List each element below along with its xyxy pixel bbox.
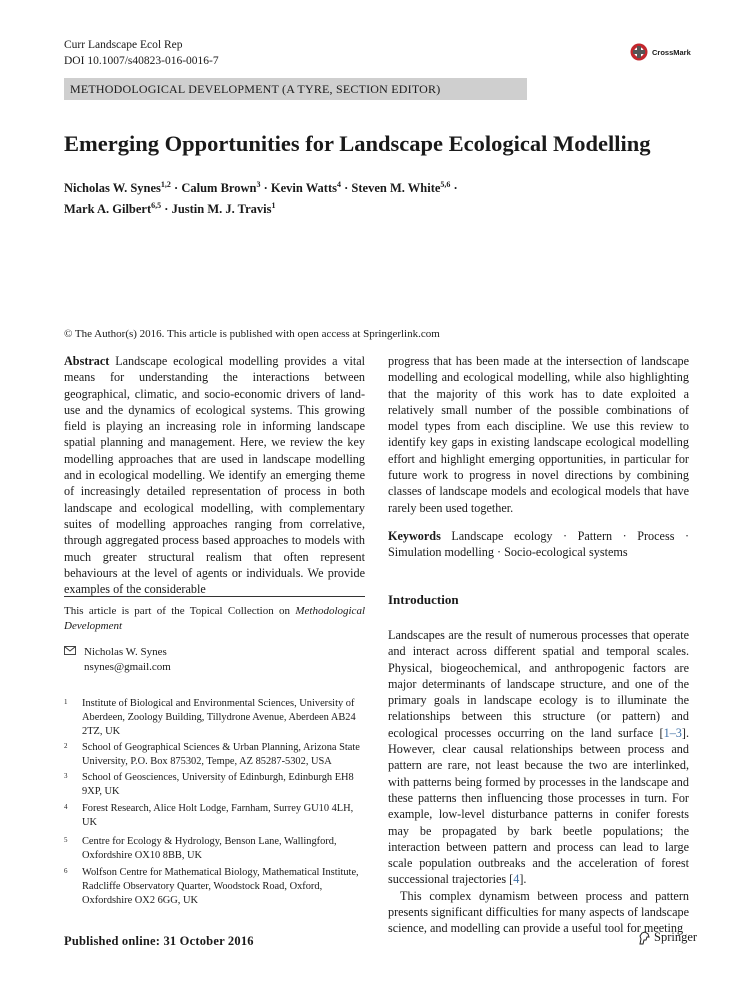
author[interactable]: Mark A. Gilbert$^{6,5}$ <box>64 201 162 217</box>
affiliation: 2 School of Geographical Sciences & Urban Planning, Arizona State University, P.O. Box 875302, Tempe, AZ 85287-5302, USA <box>64 742 360 767</box>
abstract-label: Abstract <box>64 354 110 368</box>
affiliation: 4 Forest Research, Alice Holt Lodge, Farnham, Surrey GU10 4LH, UK <box>64 803 354 828</box>
citation-link[interactable]: 4 <box>513 872 520 887</box>
paragraph: Landscapes are the result of numerous processes that operate and interact across different spatial and temporal scales. Physical, biogeochemical, and anthropogenic factors are major determinants of landscape structure, and one of the primary goals in landscape ecology is to illuminate the relationships between this structure (or pattern) and ecological processes occurring on the land surface [1–3]. However, clear causal relationships between process and pattern are rare, not least because the two are interlinked, with patterns being formed by processes in the landscape and these patterns then influencing those processes in turn. For example, low-level disturbance patterns in conifer forests may be propagated by bark beetle populations; the interaction between pattern and process can lead to large scale population outbreaks and the acceleration of forest successional trajectories [4]. <box>388 628 689 887</box>
article-title: Emerging Opportunities for Landscape Ecological Modelling <box>64 131 651 156</box>
journal-name: Curr Landscape Ecol Rep <box>64 39 183 51</box>
contact-name: Nicholas W. Synes <box>84 646 167 658</box>
keywords-label: Keywords <box>388 529 441 543</box>
springer-logo <box>638 930 697 945</box>
affiliation: 3 School of Geosciences, University of Edinburgh, Edinburgh EH8 9XP, UK <box>64 772 354 797</box>
author[interactable]: Nicholas W. Synes$^{1,2}$ <box>64 180 171 196</box>
contact-email[interactable]: nsynes@gmail.com <box>84 661 171 673</box>
journal-header <box>64 37 219 69</box>
paragraph: This complex dynamism between process and pattern presents significant difficulties for many aspects of landscape science, and modelling can provide a useful tool for meeting <box>388 888 689 936</box>
copyright-icon: © <box>64 328 75 340</box>
crossmark-badge[interactable] <box>630 41 730 63</box>
springer-horse-icon <box>638 931 651 945</box>
abstract-text-left: Landscape ecological modelling provides a vital means for understanding the interactions between geographical, climatic, and socio-economic drivers of land-use and the dynamics of ecological systems. This growing field is playing an increasing role in informing landscape spatial planning and management. Here, we review the key modelling approaches that are used in landscape modelling and in ecological modelling. We identify an emerging theme of increasingly detailed representation of process in both landscape and ecological modelling, with complementary suites of modelling approaches ranging from correlative, through aggregated process based approaches to models with much greater structural realism that often represent behaviours at the level of agents or individuals. We provide examples of the considerable <box>64 354 366 597</box>
abstract-left <box>64 353 365 597</box>
crossmark-label: CrossMark <box>652 47 691 57</box>
author[interactable]: Calum Brown$^3$ <box>181 180 261 196</box>
affiliation: 5 Centre for Ecology & Hydrology, Benson Lane, Wallingford, Oxfordshire OX10 8BB, UK <box>64 836 337 861</box>
author[interactable]: Kevin Watts$^4$ <box>270 180 341 196</box>
crossmark-icon <box>630 43 648 61</box>
introduction-body <box>388 627 689 937</box>
author-list: Nicholas W. Synes$^{1,2}$ · Calum Brown$^3$ · Kevin Watts$^4$ · Steven M. White$^{5,6}$ · Mark A. Gilbert$^{6,5}$ · Justin M. J. Travis$^1$ <box>64 180 458 217</box>
keywords-text: Landscape ecology · Pattern · Process · Simulation modelling · Socio-ecological systems <box>388 529 689 560</box>
topical-collection-note: This article is part of the Topical Collection on Methodological Development <box>64 605 365 632</box>
divider <box>64 596 365 597</box>
corresponding-author <box>64 645 365 675</box>
affiliation: 1 Institute of Biological and Environmental Sciences, University of Aberdeen, Zoology Building, Tillydrone Avenue, Aberdeen AB24 2TZ, UK <box>64 698 356 737</box>
publisher-name: Springer <box>654 930 698 944</box>
journal-doi[interactable]: DOI 10.1007/s40823-016-0016-7 <box>64 55 219 67</box>
topical-collection-topic: Methodological Development <box>64 605 365 632</box>
citation-link[interactable]: 1–3 <box>663 725 682 740</box>
envelope-icon <box>64 646 76 655</box>
published-date: Published online: 31 October 2016 <box>64 934 254 948</box>
copyright-notice: © The Author(s) 2016. This article is published with open access at Springerlink.com <box>64 328 440 340</box>
affiliation: 6 Wolfson Centre for Mathematical Biology, Mathematical Institute, Radcliffe Observatory Quarter, Woodstock Road, Oxford, Oxfordshire OX2 6GG, UK <box>64 867 359 906</box>
section-bar: METHODOLOGICAL DEVELOPMENT (A TYRE, SECTION EDITOR) <box>64 78 527 100</box>
introduction-heading: Introduction <box>388 592 459 607</box>
keywords <box>388 528 689 561</box>
abstract-right: progress that has been made at the intersection of landscape modelling and ecological modelling, while also highlighting that the majority of this work has to date exploited a relatively small number of the possible combinations of model types from each discipline. We use this review to identify key gaps in existing landscape ecological modelling effort and highlight emerging opportunities, in particular for future work to progress in novel directions by combining classes of landscape models and ecological models that have rarely been used together. <box>388 354 689 515</box>
author[interactable]: Steven M. White$^{5,6}$ <box>351 180 451 196</box>
author[interactable]: Justin M. J. Travis$^1$ <box>171 201 276 217</box>
